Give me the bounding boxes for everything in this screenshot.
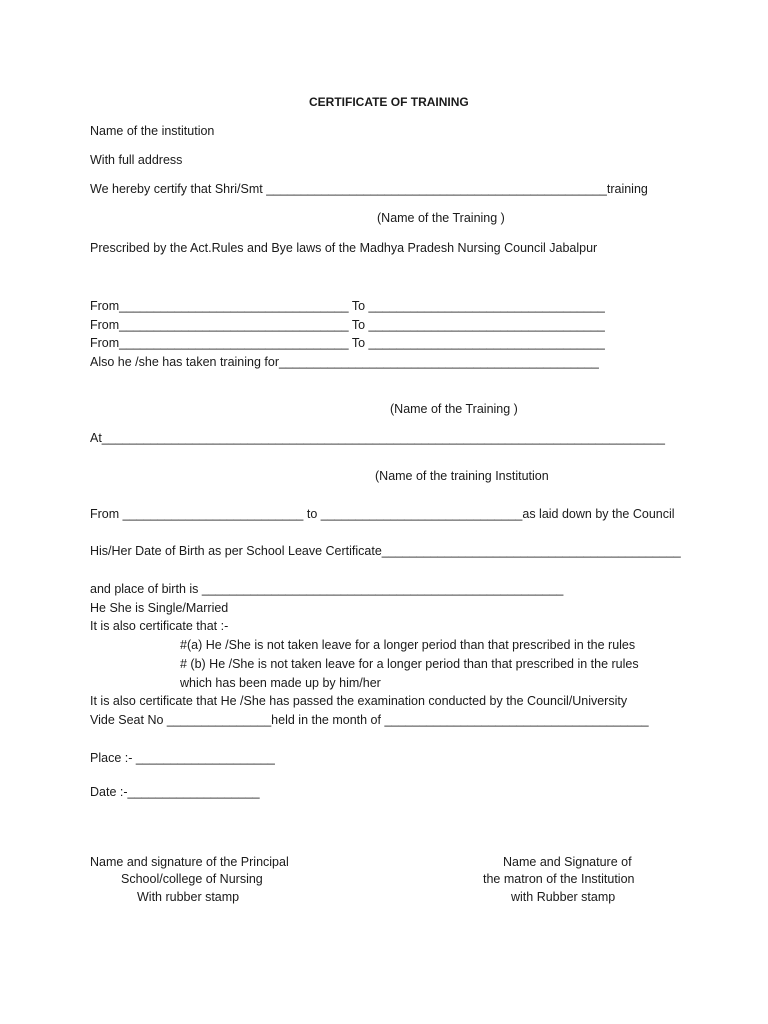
clause-a: #(a) He /She is not taken leave for a longer period than that prescribed in the rules <box>180 638 636 652</box>
place-line: Place :- ____________________ <box>90 751 275 765</box>
principal-school-line: School/college of Nursing <box>121 872 263 886</box>
principal-signature-line: Name and signature of the Principal <box>90 855 289 869</box>
training-name-label: (Name of the Training ) <box>390 402 518 416</box>
from-council-line: From __________________________ to _____________________________as laid down by the Council <box>90 507 675 521</box>
training-institution-label: (Name of the training Institution <box>375 469 549 483</box>
matron-institution-line: the matron of the Institution <box>483 872 635 886</box>
examination-line: It is also certificate that He /She has passed the examination conducted by the Council/University <box>90 694 628 708</box>
date-line: Date :-___________________ <box>90 785 260 799</box>
matron-signature-line: Name and Signature of <box>503 855 632 869</box>
marital-status-line: He She is Single/Married <box>90 601 229 615</box>
also-taken-training-line: Also he /she has taken training for______________________________________________ <box>90 355 599 369</box>
from-to-line: From_________________________________ To __________________________________ <box>90 299 605 313</box>
also-certificate-line: It is also certificate that :- <box>90 619 229 633</box>
full-address-label: With full address <box>90 153 183 167</box>
matron-stamp-line: with Rubber stamp <box>511 890 616 904</box>
at-line: At_________________________________________________________________________________ <box>90 431 665 445</box>
principal-stamp-line: With rubber stamp <box>137 890 240 904</box>
training-name-label: (Name of the Training ) <box>377 211 505 225</box>
from-to-line: From_________________________________ To __________________________________ <box>90 336 605 350</box>
clause-b-continued: which has been made up by him/her <box>180 676 381 690</box>
certificate-title: CERTIFICATE OF TRAINING <box>309 95 469 109</box>
place-of-birth-line: and place of birth is ____________________________________________________ <box>90 582 564 596</box>
institution-name-label: Name of the institution <box>90 124 215 138</box>
prescribed-line: Prescribed by the Act.Rules and Bye laws of the Madhya Pradesh Nursing Council Jabalpur <box>90 241 598 255</box>
certify-line: We hereby certify that Shri/Smt _________________________________________________training <box>90 182 648 196</box>
seat-number-line: Vide Seat No _______________held in the month of ______________________________________ <box>90 713 649 727</box>
date-of-birth-line: His/Her Date of Birth as per School Leave Certificate___________________________________________ <box>90 544 681 558</box>
from-to-line: From_________________________________ To __________________________________ <box>90 318 605 332</box>
clause-b: # (b) He /She is not taken leave for a longer period than that prescribed in the rules <box>180 657 639 671</box>
